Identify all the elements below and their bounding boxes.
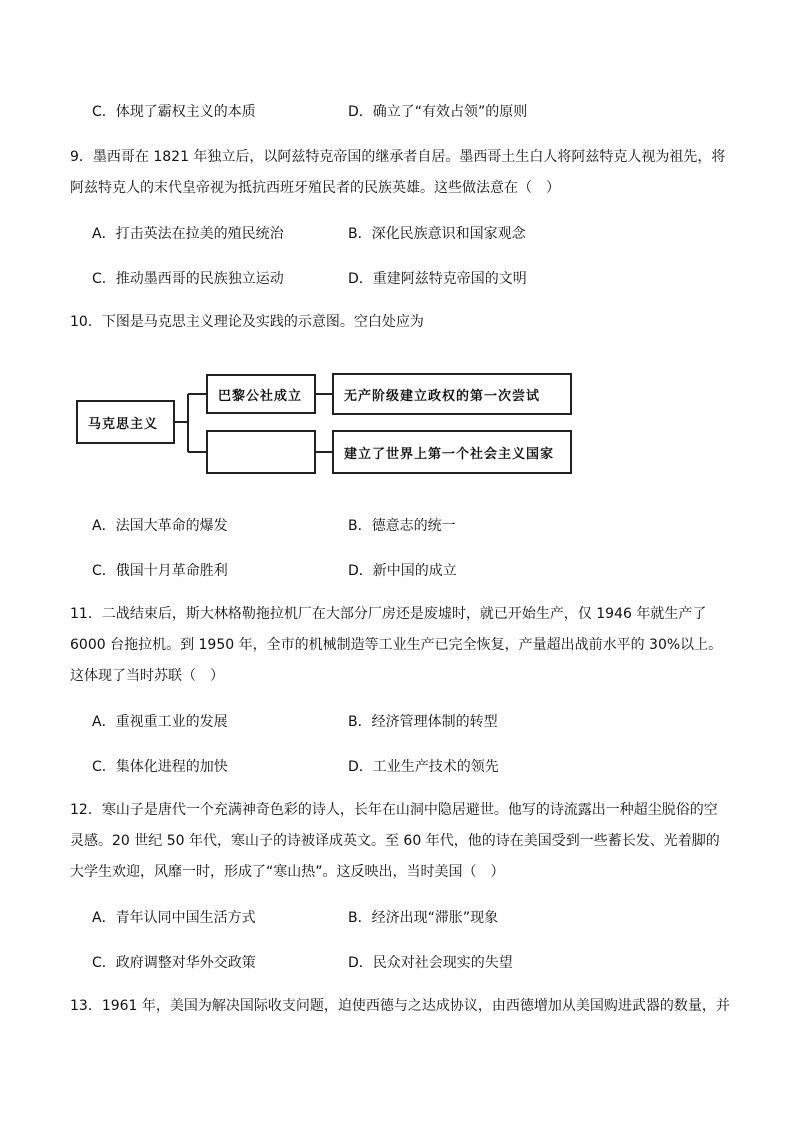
q11-stem: 11．二战结束后，斯大林格勒拖拉机厂在大部分厂房还是废墟时，就已开始生产，仅 1946 年就生产了 6000 台拖拉机。到 1950 年，全市的机械制造等工业生产已完全恢复，产量超出战前水平的 30%以上。这体现了当时苏联（ ） <box>70 606 723 684</box>
q11-option-d: D．工业生产技术的领先 <box>348 759 499 775</box>
q8-option-c: C．体现了霸权主义的本质 <box>92 104 256 120</box>
q11-option-b: B．经济管理体制的转型 <box>348 714 498 730</box>
q12-stem: 12．寒山子是唐代一个充满神奇色彩的诗人，长年在山洞中隐居避世。他写的诗流露出一种超尘脱俗的空灵感。20 世纪 50 年代，寒山子的诗被译成英文。至 60 年代，他的诗在美国受到一些蓄长发、光着脚的大学生欢迎，风靡一时，形成了“寒山热”。这反映出，当时美国（ ） <box>70 802 720 880</box>
marxism-diagram <box>70 360 590 485</box>
q10-stem: 10．下图是马克思主义理论及实践的示意图。空白处应为 <box>70 314 424 330</box>
q8-option-d: D．确立了“有效占领”的原则 <box>348 104 528 120</box>
diagram-branch2-result-box: 建立了世界上第一个社会主义国家 <box>332 430 572 474</box>
q12-option-a: A．青年认同中国生活方式 <box>92 910 256 926</box>
diagram-branch1-result-box: 无产阶级建立政权的第一次尝试 <box>332 373 572 415</box>
diagram-blank-box <box>206 430 316 474</box>
q9-stem: 9．墨西哥在 1821 年独立后，以阿兹特克帝国的继承者自居。墨西哥土生白人将阿兹特克人视为祖先，将阿兹特克人的末代皇帝视为抵抗西班牙殖民者的民族英雄。这些做法意在（ ） <box>70 149 726 196</box>
q12-option-b: B．经济出现“滞胀”现象 <box>348 910 499 926</box>
q12-option-d: D．民众对社会现实的失望 <box>348 955 513 971</box>
q11-option-a: A．重视重工业的发展 <box>92 714 228 730</box>
diagram-root-box: 马克思主义 <box>76 400 175 444</box>
q9-option-b: B．深化民族意识和国家观念 <box>348 226 526 242</box>
q9-option-a: A．打击英法在拉美的殖民统治 <box>92 226 284 242</box>
q10-option-c: C．俄国十月革命胜利 <box>92 563 228 579</box>
q12-option-c: C．政府调整对华外交政策 <box>92 955 256 971</box>
q11-option-c: C．集体化进程的加快 <box>92 759 228 775</box>
diagram-branch1-box: 巴黎公社成立 <box>206 374 316 414</box>
q9-option-d: D．重建阿兹特克帝国的文明 <box>348 271 527 287</box>
q13-stem: 13．1961 年，美国为解决国际收支问题，迫使西德与之达成协议，由西德增加从美国购进武器的数量，并 <box>70 998 730 1014</box>
q10-option-a: A．法国大革命的爆发 <box>92 518 228 534</box>
q9-option-c: C．推动墨西哥的民族独立运动 <box>92 271 284 287</box>
q10-option-d: D．新中国的成立 <box>348 563 457 579</box>
q10-option-b: B．德意志的统一 <box>348 518 456 534</box>
